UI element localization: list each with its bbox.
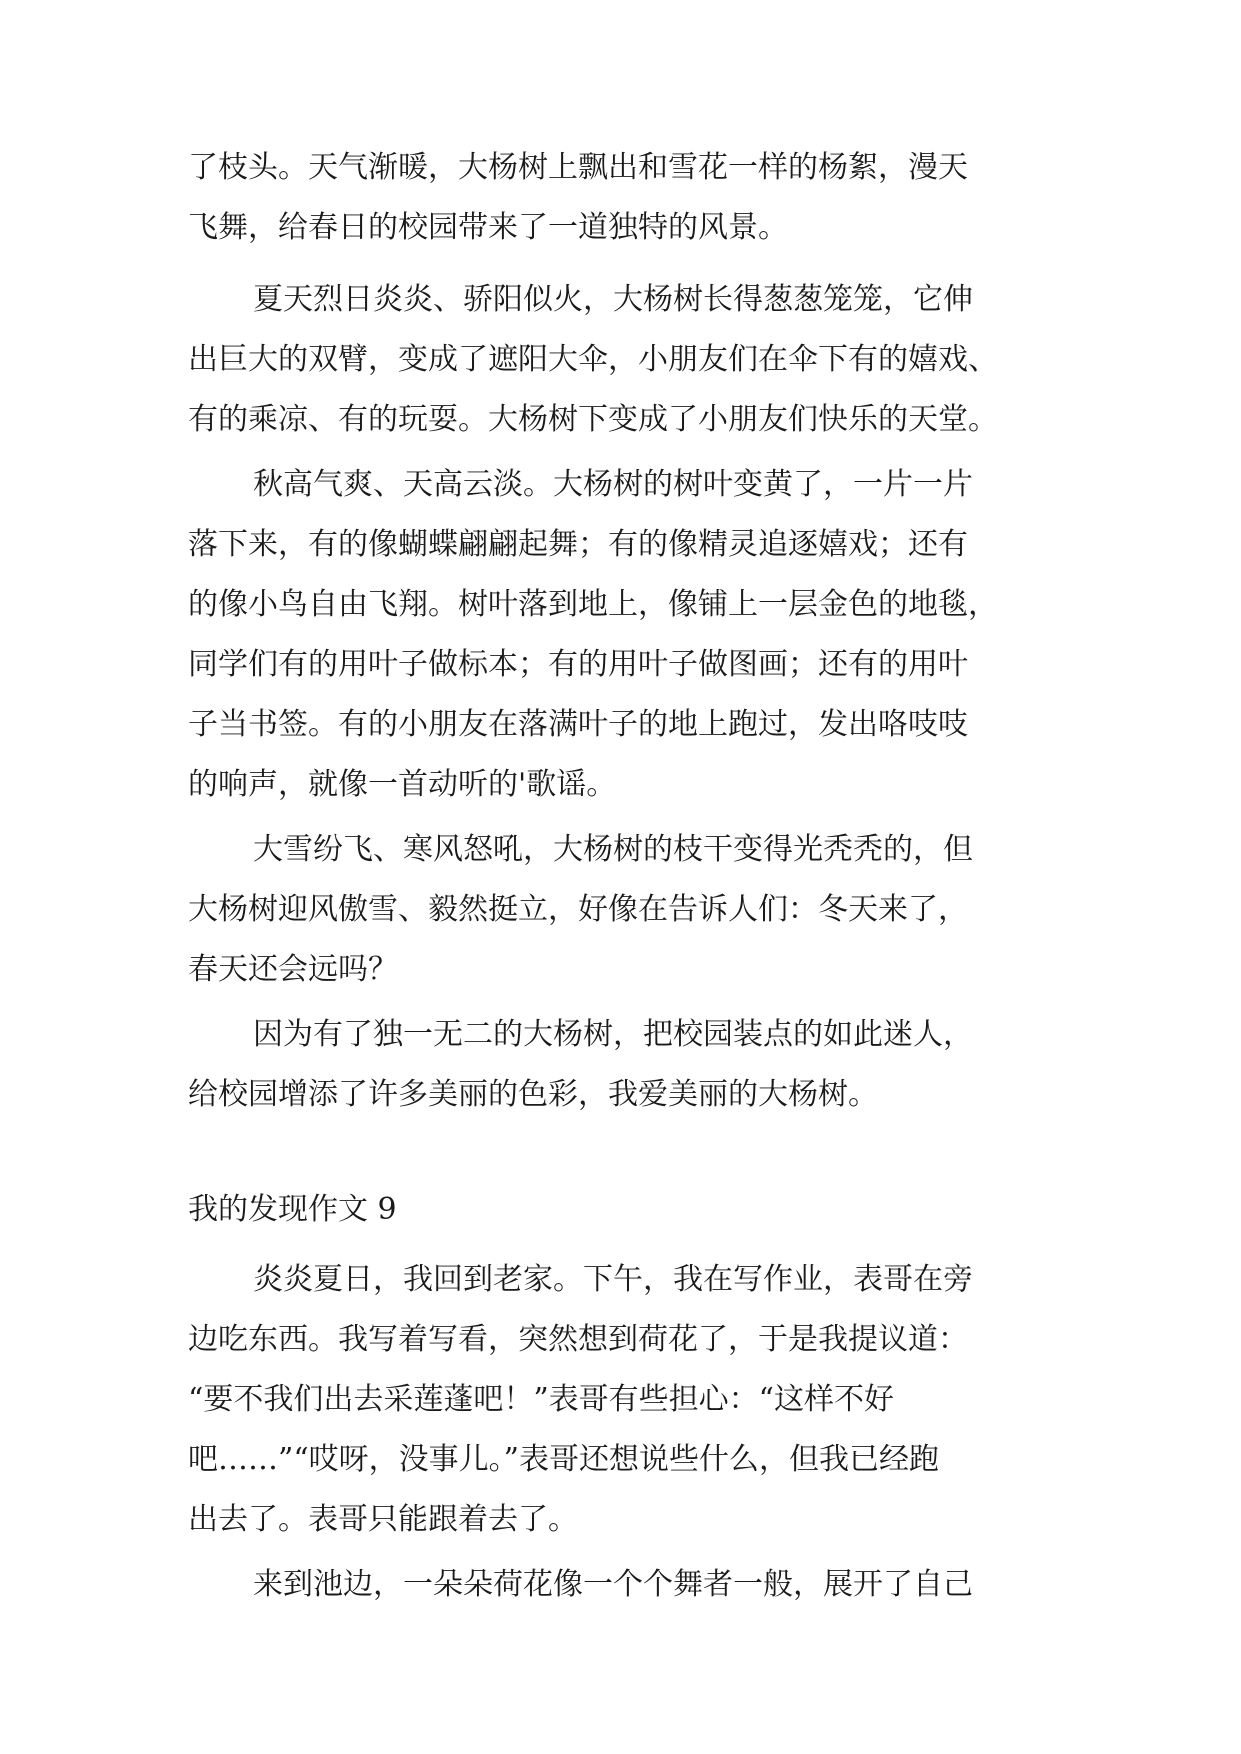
text-line: 出去了。表哥只能跟着去了。 [188,1502,578,1537]
text-line: 了枝头。天气渐暖，大杨树上飘出和雪花一样的杨絮，漫天 [188,150,968,185]
paragraph-start-line: 秋高气爽、天高云淡。大杨树的树叶变黄了，一片一片 [253,467,973,502]
paragraph-start-line: 夏天烈日炎炎、骄阳似火，大杨树长得葱葱笼笼，它伸 [253,282,973,317]
text-line: 春天还会远吗？ [188,952,398,987]
text-line: 飞舞，给春日的校园带来了一道独特的风景。 [188,210,788,245]
text-line: 子当书签。有的小朋友在落满叶子的地上跑过，发出咯吱吱 [188,707,968,742]
text-line: “要不我们出去采莲蓬吧！”表哥有些担心：“这样不好 [188,1382,895,1417]
text-line: 的响声，就像一首动听的'歌谣。 [188,767,617,802]
text-line: 大杨树迎风傲雪、毅然挺立，好像在告诉人们：冬天来了， [188,892,968,927]
text-line: 落下来，有的像蝴蝶翩翩起舞；有的像精灵追逐嬉戏；还有 [188,527,968,562]
paragraph-start-line: 炎炎夏日，我回到老家。下午，我在写作业，表哥在旁 [253,1262,973,1297]
paragraph-start-line: 来到池边，一朵朵荷花像一个个舞者一般，展开了自己 [253,1567,973,1602]
paragraph-start-line: 因为有了独一无二的大杨树，把校园装点的如此迷人， [253,1017,973,1052]
text-line: 的像小鸟自由飞翔。树叶落到地上，像铺上一层金色的地毯， [188,587,998,622]
section-heading: 我的发现作文 9 [188,1192,397,1227]
text-line: 给校园增添了许多美丽的色彩，我爱美丽的大杨树。 [188,1077,878,1112]
text-line: 出巨大的双臂，变成了遮阳大伞，小朋友们在伞下有的嬉戏、 [188,342,998,377]
text-line: 同学们有的用叶子做标本；有的用叶子做图画；还有的用叶 [188,647,968,682]
text-line: 吧……”“哎呀，没事儿。”表哥还想说些什么，但我已经跑 [188,1442,940,1477]
paragraph-start-line: 大雪纷飞、寒风怒吼，大杨树的枝干变得光秃秃的，但 [253,832,973,867]
text-line: 边吃东西。我写着写看，突然想到荷花了，于是我提议道： [188,1322,968,1357]
text-line: 有的乘凉、有的玩耍。大杨树下变成了小朋友们快乐的天堂。 [188,402,998,437]
